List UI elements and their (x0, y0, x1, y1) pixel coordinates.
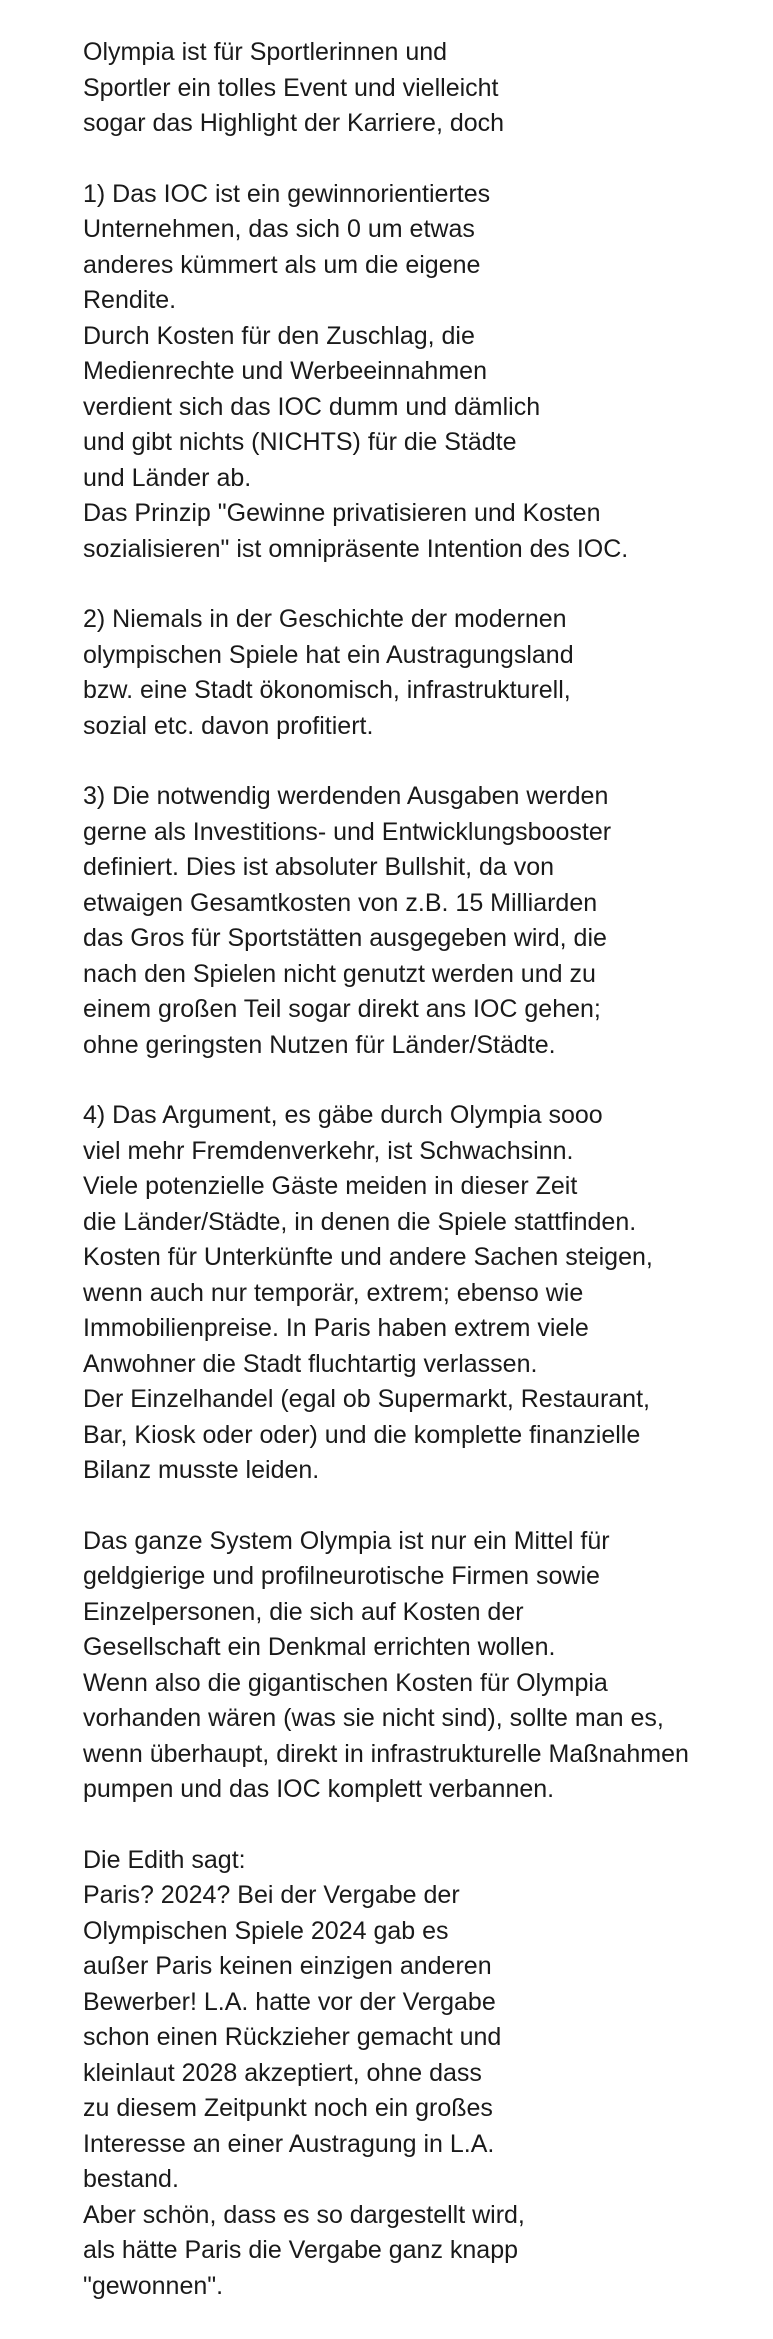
paragraph-line: und gibt nichts (NICHTS) für die Städte (83, 428, 517, 456)
paragraph-line: Medienrechte und Werbeeinnahmen (83, 357, 487, 385)
paragraph-line: Viele potenzielle Gäste meiden in dieser Zeit (83, 1172, 578, 1200)
paragraph-line: Durch Kosten für den Zuschlag, die (83, 321, 475, 350)
paragraph-line: Bar, Kiosk oder oder) und die komplette finanzielle (83, 1420, 641, 1449)
post-paragraph (83, 177, 763, 568)
paragraph-line: vorhanden wären (was sie nicht sind), sollte man es, (83, 1704, 664, 1732)
post-paragraph (83, 779, 763, 1063)
paragraph-line: etwaigen Gesamtkosten von z.B. 15 Milliarden (83, 888, 598, 917)
paragraph-line: Olympischen Spiele 2024 gab es (83, 1916, 449, 1945)
post-paragraph (83, 602, 763, 744)
paragraph-line: 3) Die notwendig werdenden Ausgaben werden (83, 782, 609, 810)
paragraph-line: viel mehr Fremdenverkehr, ist Schwachsinn. (83, 1136, 574, 1165)
paragraph-line: sozial etc. davon profitiert. (83, 711, 374, 740)
paragraph-line: Kosten für Unterkünfte und andere Sachen steigen, (83, 1243, 653, 1271)
paragraph-line: pumpen und das IOC komplett verbannen. (83, 1775, 555, 1803)
paragraph-line: als hätte Paris die Vergabe ganz knapp (83, 2236, 519, 2264)
paragraph-line: Rendite. (83, 286, 177, 314)
paragraph-line: ohne geringsten Nutzen für Länder/Städte. (83, 1030, 556, 1059)
post-paragraph (83, 1098, 763, 1489)
paragraph-line: nach den Spielen nicht genutzt werden und zu (83, 959, 596, 988)
paragraph-line: Der Einzelhandel (egal ob Supermarkt, Restaurant, (83, 1385, 650, 1413)
paragraph-line: Olympia ist für Sportlerinnen und (83, 38, 448, 66)
paragraph-line: Immobilienpreise. In Paris haben extrem viele (83, 1314, 589, 1342)
paragraph-line: sozialisieren" ist omnipräsente Intention des IOC. (83, 534, 629, 563)
paragraph-line: Bilanz musste leiden. (83, 1456, 320, 1484)
paragraph-line: kleinlaut 2028 akzeptiert, ohne dass (83, 2058, 482, 2087)
paragraph-line: und Länder ab. (83, 463, 252, 492)
paragraph-line: 4) Das Argument, es gäbe durch Olympia sooo (83, 1101, 603, 1129)
paragraph-line: Aber schön, dass es so dargestellt wird, (83, 2200, 525, 2229)
paragraph-line: anderes kümmert als um die eigene (83, 250, 481, 279)
paragraph-line: das Gros für Sportstätten ausgegeben wird, die (83, 924, 607, 952)
paragraph-line: Interesse an einer Austragung in L.A. (83, 2129, 495, 2158)
paragraph-line: Bewerber! L.A. hatte vor der Vergabe (83, 1987, 496, 2016)
paragraph-line: sogar das Highlight der Karriere, doch (83, 109, 505, 137)
paragraph-line: geldgierige und profilneurotische Firmen sowie (83, 1562, 600, 1590)
paragraph-line: verdient sich das IOC dumm und dämlich (83, 392, 541, 421)
paragraph-line: wenn überhaupt, direkt in infrastrukturelle Maßnahmen (83, 1739, 689, 1768)
paragraph-line: einem großen Teil sogar direkt ans IOC gehen; (83, 995, 601, 1023)
paragraph-line: bestand. (83, 2165, 179, 2193)
paragraph-line: zu diesem Zeitpunkt noch ein großes (83, 2094, 493, 2122)
paragraph-line: olympischen Spiele hat ein Austragungsland (83, 640, 574, 669)
paragraph-line: Gesellschaft ein Denkmal errichten wollen. (83, 1633, 556, 1661)
paragraph-line: gerne als Investitions- und Entwicklungsbooster (83, 817, 612, 846)
paragraph-line: Wenn also die gigantischen Kosten für Olympia (83, 1668, 608, 1697)
paragraph-line: bzw. eine Stadt ökonomisch, infrastrukturell, (83, 676, 571, 704)
paragraph-line: Unternehmen, das sich 0 um etwas (83, 215, 475, 243)
paragraph-line: Das Prinzip "Gewinne privatisieren und Kosten (83, 499, 601, 527)
paragraph-line: die Länder/Städte, in denen die Spiele stattfinden. (83, 1207, 637, 1236)
paragraph-line: wenn auch nur temporär, extrem; ebenso wie (83, 1278, 584, 1307)
paragraph-line: 2) Niemals in der Geschichte der modernen (83, 605, 567, 633)
paragraph-line: Sportler ein tolles Event und vielleicht (83, 73, 499, 102)
paragraph-line: Das ganze System Olympia ist nur ein Mittel für (83, 1526, 610, 1555)
paragraph-line: "gewonnen". (83, 2271, 224, 2300)
paragraph-line: 1) Das IOC ist ein gewinnorientiertes (83, 179, 491, 208)
post-paragraph (83, 35, 763, 142)
paragraph-line: Einzelpersonen, die sich auf Kosten der (83, 1597, 524, 1626)
paragraph-line: definiert. Dies ist absoluter Bullshit, da von (83, 853, 555, 881)
post-paragraph (83, 1524, 763, 1808)
paragraph-line: Die Edith sagt: (83, 1845, 246, 1874)
post-body (83, 35, 763, 2339)
paragraph-line: Anwohner die Stadt fluchtartig verlassen. (83, 1349, 538, 1378)
paragraph-line: schon einen Rückzieher gemacht und (83, 2023, 502, 2051)
post-paragraph (83, 1843, 763, 2305)
paragraph-line: außer Paris keinen einzigen anderen (83, 1952, 492, 1980)
paragraph-line: Paris? 2024? Bei der Vergabe der (83, 1881, 460, 1909)
